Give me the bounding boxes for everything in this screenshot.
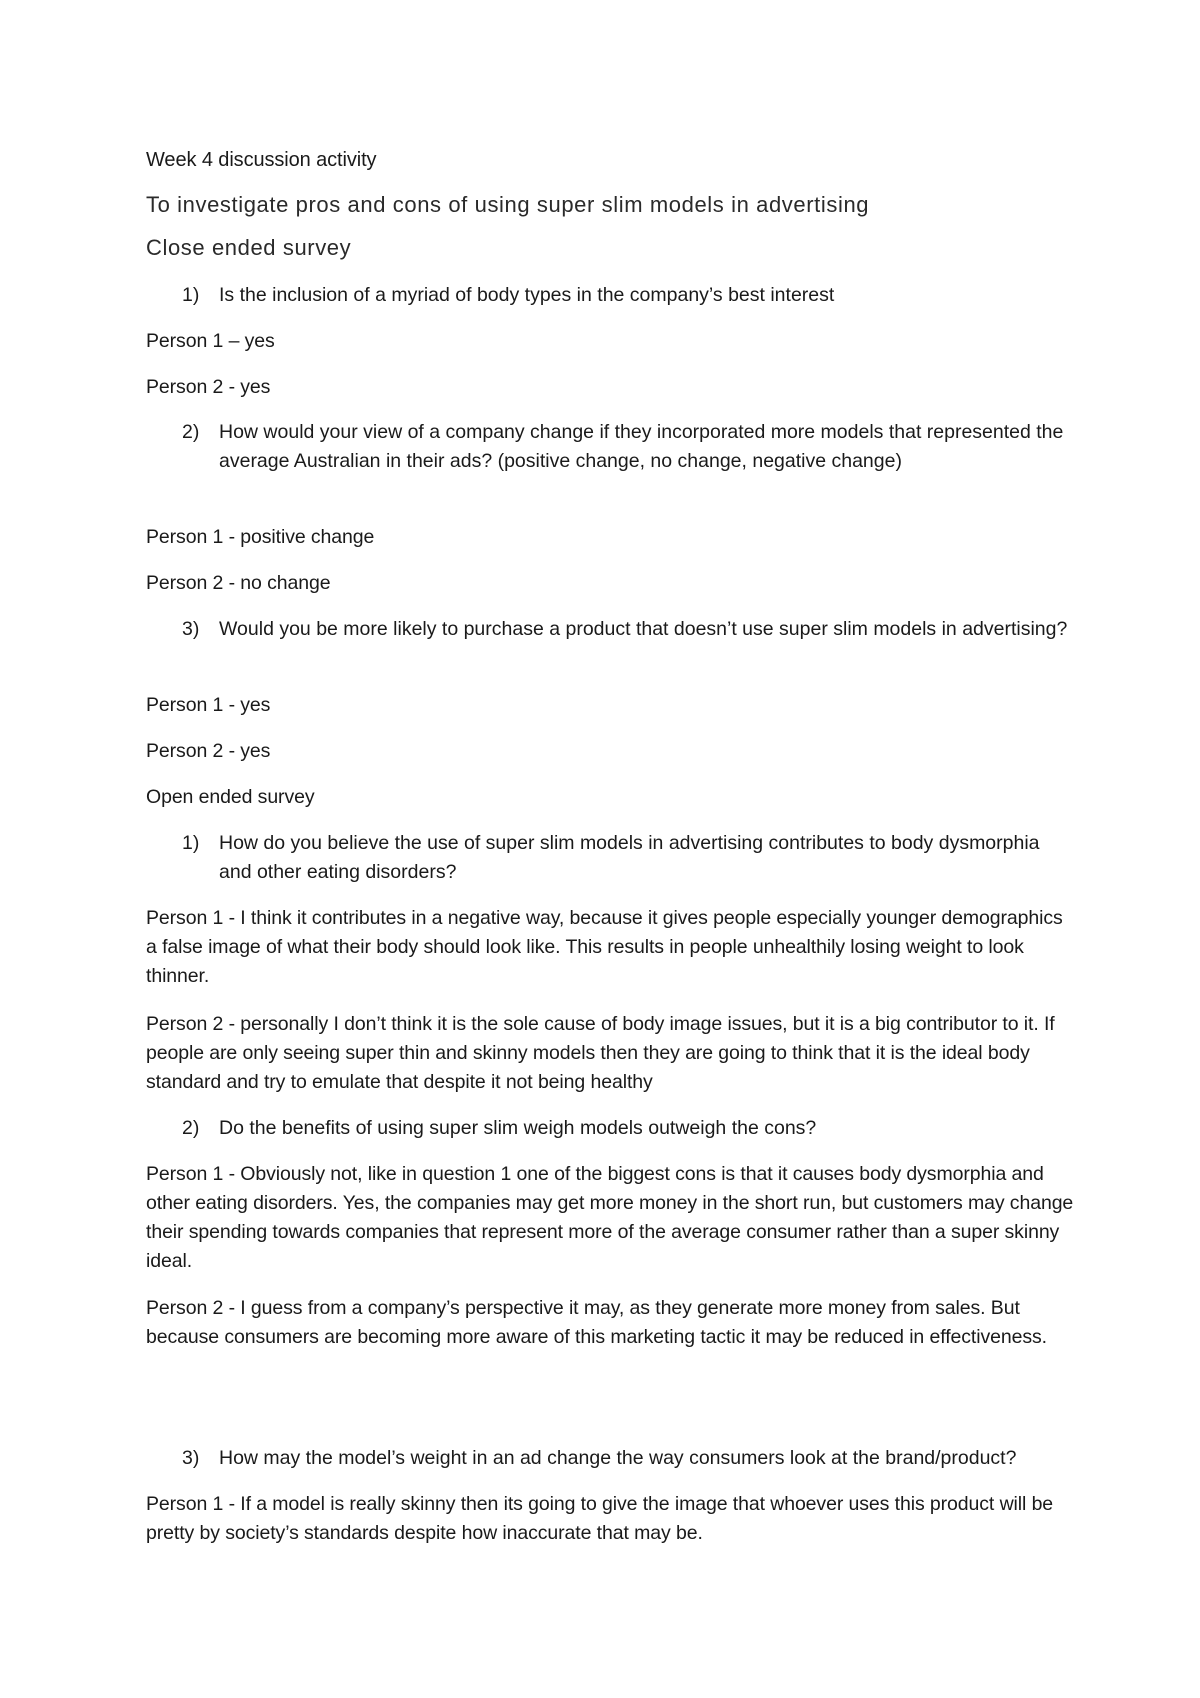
question-text: How may the model’s weight in an ad change the way consumers look at the brand/product?: [219, 1447, 1017, 1469]
question-text: How would your view of a company change if they incorporated more models that represented the average Australian in their ads? (positive change, no change, negative change): [219, 421, 1064, 472]
question-text: Would you be more likely to purchase a product that doesn’t use super slim models in advertising?: [219, 618, 1068, 640]
answer: Person 1 - yes: [146, 694, 271, 716]
question-text: Do the benefits of using super slim weigh models outweigh the cons?: [219, 1117, 817, 1139]
answer: Person 1 - Obviously not, like in question 1 one of the biggest cons is that it causes body dysmorphia and other eating disorders. Yes, the companies may get more money in the short run, but customers may change their spending towards companies that represent more of the average consumer rather than a super skinny ideal.: [146, 1163, 1074, 1272]
question-text: Is the inclusion of a myriad of body types in the company’s best interest: [219, 284, 835, 306]
answer: Person 2 - yes: [146, 376, 271, 398]
question-number: 3): [182, 1447, 200, 1469]
open-survey-heading: Open ended survey: [146, 786, 315, 808]
question-number: 2): [182, 421, 200, 443]
question-number: 1): [182, 832, 200, 854]
question-number: 3): [182, 618, 200, 640]
question-number: 2): [182, 1117, 200, 1139]
answer: Person 2 - yes: [146, 740, 271, 762]
closed-survey-heading: Close ended survey: [146, 235, 352, 260]
question-number: 1): [182, 284, 200, 306]
answer: Person 1 - positive change: [146, 526, 375, 548]
answer: Person 1 - If a model is really skinny then its going to give the image that whoever uses this product will be pretty by society’s standards despite how inaccurate that may be.: [146, 1493, 1054, 1544]
answer: Person 2 - personally I don’t think it is the sole cause of body image issues, but it is a big contributor to it. If people are only seeing super thin and skinny models then they are going to think that it is the ideal body standard and try to emulate that despite it not being healthy: [146, 1013, 1055, 1093]
document-objective: To investigate pros and cons of using super slim models in advertising: [146, 192, 870, 217]
answer: Person 2 - no change: [146, 572, 331, 594]
answer: Person 1 – yes: [146, 330, 275, 352]
answer: Person 2 - I guess from a company’s perspective it may, as they generate more money from sales. But because consumers are becoming more aware of this marketing tactic it may be reduced in effectiveness.: [146, 1297, 1047, 1348]
answer: Person 1 - I think it contributes in a negative way, because it gives people especially younger demographics a false image of what their body should look like. This results in people unhealthily losing weight to look thinner.: [146, 907, 1063, 987]
document-title: Week 4 discussion activity: [146, 149, 377, 171]
question-text: How do you believe the use of super slim models in advertising contributes to body dysmorphia and other eating disorders?: [219, 832, 1040, 883]
